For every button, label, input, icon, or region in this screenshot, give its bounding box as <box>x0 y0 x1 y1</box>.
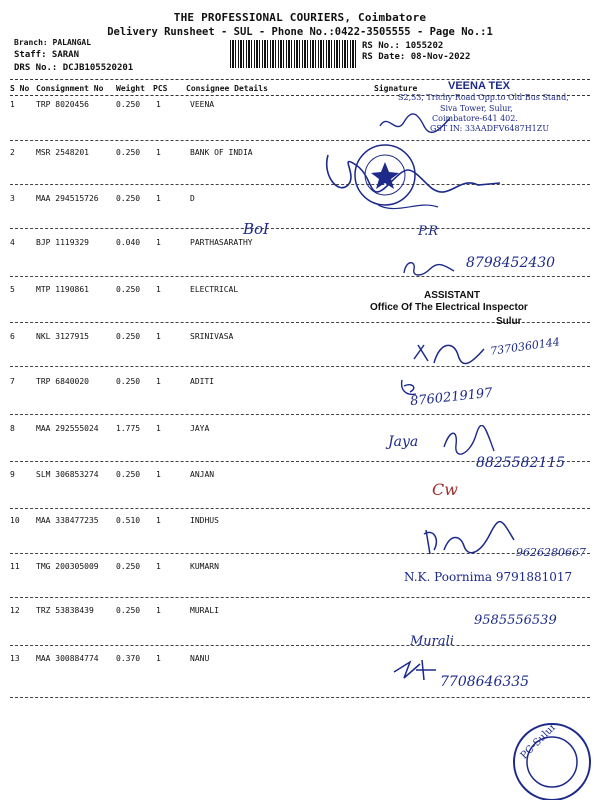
row-divider <box>10 414 590 415</box>
document-subtitle: Delivery Runsheet - SUL - Phone No.:0422-3505555 - Page No.:1 <box>107 26 493 38</box>
handwriting-phone-7: 7708646335 <box>440 674 530 690</box>
handwriting-pr: P.R <box>418 224 439 239</box>
row-pcs: 1 <box>156 194 161 203</box>
row-sno: 3 <box>10 194 15 203</box>
row-weight: 0.250 <box>116 194 141 203</box>
row-pcs: 1 <box>156 332 161 341</box>
row-consignee: MURALI <box>190 606 219 615</box>
col-consignment: Consignment No <box>36 84 104 93</box>
row-weight: 0.250 <box>116 100 141 109</box>
col-pcs: PCS <box>153 84 168 93</box>
rs-number: RS No.: 1055202 <box>362 41 444 51</box>
handwriting-murali: Murali <box>410 634 454 649</box>
row-pcs: 1 <box>156 516 161 525</box>
veena-stamp-address-1: S2,53, Trichy Road Opp.to Old Bus Stand, <box>398 93 569 102</box>
col-consignee: Consignee Details <box>186 84 268 93</box>
handwriting-phone-6: 9585556539 <box>474 613 557 628</box>
row-sno: 4 <box>10 238 15 247</box>
handwriting-poornima: N.K. Poornima 9791881017 <box>404 570 573 584</box>
handwriting-boi: BoI <box>243 220 269 238</box>
row-weight: 0.040 <box>116 238 141 247</box>
veena-stamp-gst: GST IN: 33AADFV6487H1ZU <box>430 124 550 133</box>
row-sno: 10 <box>10 516 20 525</box>
row-weight: 0.250 <box>116 562 141 571</box>
row-consignee: JAYA <box>190 424 210 433</box>
row-pcs: 1 <box>156 470 161 479</box>
row-consignee: ELECTRICAL <box>190 285 239 294</box>
signature-row2 <box>318 145 508 220</box>
row-pcs: 1 <box>156 424 161 433</box>
row-sno: 1 <box>10 100 15 109</box>
handwriting-phone-5: 9626280667 <box>516 546 586 559</box>
row-consignee: NANU <box>190 654 210 663</box>
row-consignment: SLM 306853274 <box>36 470 99 479</box>
row-sno: 13 <box>10 654 20 663</box>
row-consignee: KUMARN <box>190 562 219 571</box>
signature-row5 <box>400 255 460 280</box>
row-divider <box>10 697 590 698</box>
row-divider <box>10 366 590 367</box>
handwriting-phone-3: 8760219197 <box>409 385 494 410</box>
handwriting-phone-4: 8825582115 <box>476 455 566 471</box>
row-weight: 0.510 <box>116 516 141 525</box>
row-sno: 8 <box>10 424 15 433</box>
row-pcs: 1 <box>156 606 161 615</box>
row-sno: 2 <box>10 148 15 157</box>
row-pcs: 1 <box>156 100 161 109</box>
row-pcs: 1 <box>156 148 161 157</box>
row-divider <box>10 645 590 646</box>
row-pcs: 1 <box>156 285 161 294</box>
row-pcs: 1 <box>156 654 161 663</box>
row-consignment: TRP 8020456 <box>36 100 89 109</box>
row-consignee: VEENA <box>190 100 215 109</box>
row-weight: 0.250 <box>116 332 141 341</box>
office-stamp-line-3: Sulur <box>496 316 522 327</box>
veena-stamp-name: VEENA TEX <box>448 80 510 92</box>
row-consignment: MAA 294515726 <box>36 194 99 203</box>
row-consignee: SRINIVASA <box>190 332 234 341</box>
row-consignment: TRP 6840020 <box>36 377 89 386</box>
col-sno: S No <box>10 84 30 93</box>
row-consignment: BJP 1119329 <box>36 238 89 247</box>
row-weight: 0.250 <box>116 470 141 479</box>
row-consignment: NKL 3127915 <box>36 332 89 341</box>
document-title: THE PROFESSIONAL COURIERS, Coimbatore <box>173 11 427 24</box>
signature-row1 <box>376 108 456 138</box>
row-sno: 12 <box>10 606 20 615</box>
row-consignment: TRZ 53838439 <box>36 606 94 615</box>
row-consignment: MAA 338477235 <box>36 516 99 525</box>
handwriting-phone-2: 7370360144 <box>489 335 561 358</box>
row-pcs: 1 <box>156 377 161 386</box>
row-divider <box>10 140 590 141</box>
veena-stamp-address-3: Coimbatore-641 402. <box>432 114 518 123</box>
row-weight: 0.250 <box>116 285 141 294</box>
signature-row13 <box>390 654 440 684</box>
row-pcs: 1 <box>156 562 161 571</box>
row-consignment: TMG 200305009 <box>36 562 99 571</box>
handwriting-phone-1: 8798452430 <box>466 255 556 271</box>
row-consignee: ANJAN <box>190 470 215 479</box>
col-signature: Signature <box>374 84 418 93</box>
row-weight: 1.775 <box>116 424 141 433</box>
row-divider <box>10 508 590 509</box>
row-consignee: PARTHASARATHY <box>190 238 253 247</box>
row-divider <box>10 276 590 277</box>
barcode <box>230 40 358 68</box>
row-consignment: MAA 300884774 <box>36 654 99 663</box>
rs-date: RS Date: 08-Nov-2022 <box>362 52 471 62</box>
veena-stamp-address-2: Siva Tower, Sulur, <box>440 104 513 113</box>
row-divider <box>10 597 590 598</box>
row-weight: 0.250 <box>116 148 141 157</box>
row-weight: 0.250 <box>116 377 141 386</box>
row-sno: 9 <box>10 470 15 479</box>
handwriting-cw: Cw <box>432 480 458 499</box>
row-sno: 11 <box>10 562 20 571</box>
row-consignment: MAA 292555024 <box>36 424 99 433</box>
branch-label: Branch: PALANGAL <box>14 38 92 47</box>
row-sno: 6 <box>10 332 15 341</box>
row-pcs: 1 <box>156 238 161 247</box>
row-consignment: MTP 1190861 <box>36 285 89 294</box>
pc-sulur-stamp-text: PC-Sulur <box>518 721 559 762</box>
office-stamp-line-1: ASSISTANT <box>424 290 480 301</box>
row-sno: 5 <box>10 285 15 294</box>
drs-number: DRS No.: DCJB105520201 <box>14 63 134 73</box>
row-consignee: INDHUS <box>190 516 219 525</box>
row-consignee: D <box>190 194 195 203</box>
row-consignment: MSR 2548201 <box>36 148 89 157</box>
row-sno: 7 <box>10 377 15 386</box>
signature-row10 <box>420 510 520 560</box>
row-divider <box>10 228 590 229</box>
row-weight: 0.250 <box>116 606 141 615</box>
row-weight: 0.370 <box>116 654 141 663</box>
signature-row6 <box>410 335 490 370</box>
col-weight: Weight <box>116 84 145 93</box>
row-consignee: BANK OF INDIA <box>190 148 253 157</box>
office-stamp-line-2: Office Of The Electrical Inspector <box>370 302 528 313</box>
staff-label: Staff: SARAN <box>14 50 80 60</box>
handwriting-jaya: Jaya <box>388 434 419 450</box>
row-consignee: ADITI <box>190 377 215 386</box>
